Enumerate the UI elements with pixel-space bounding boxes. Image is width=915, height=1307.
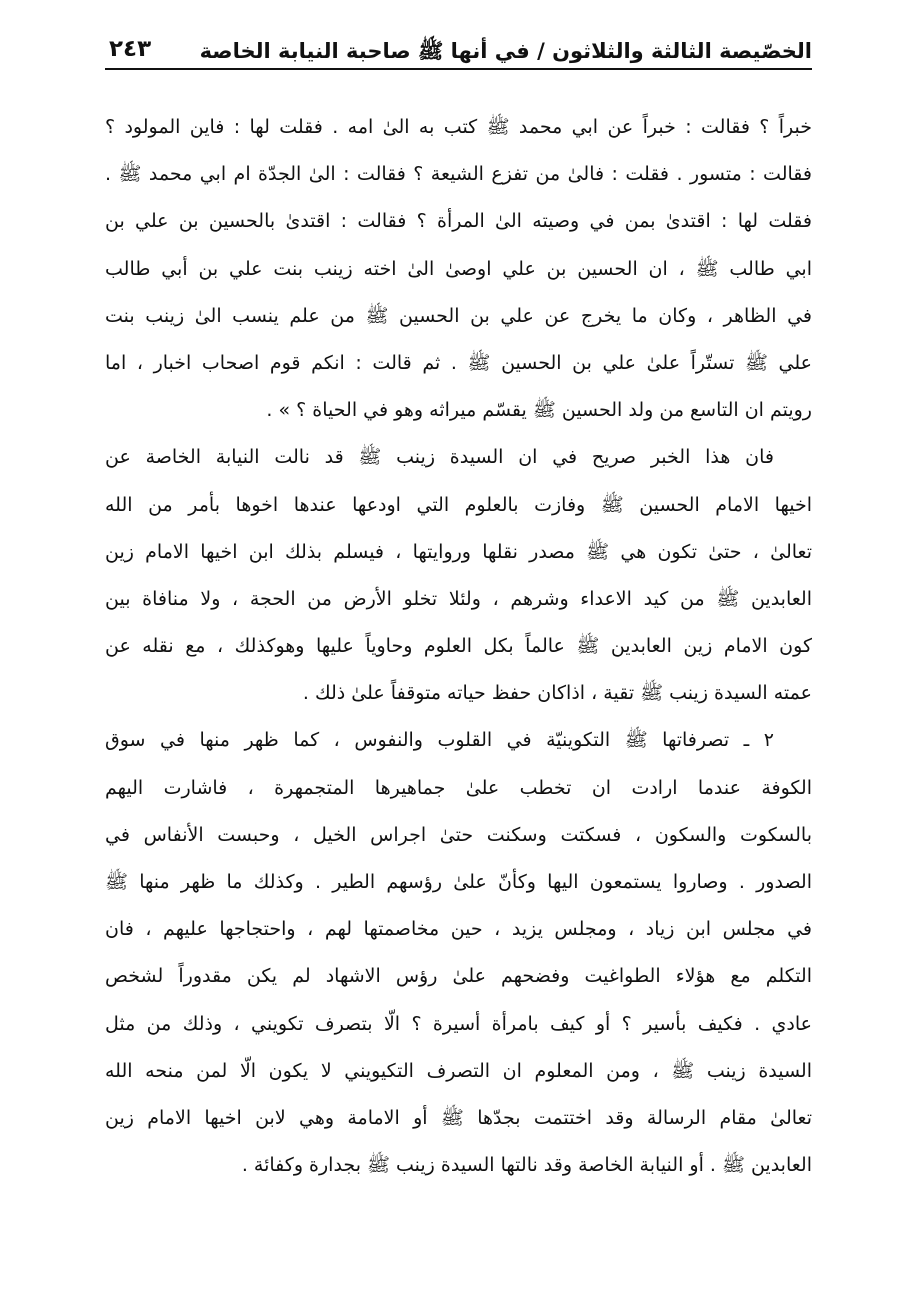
text-line: ٢ ـ تصرفاتها ﷺ التكوينيّة في القلوب والنفوس ، كما ظهر منها في سوق: [105, 729, 774, 752]
text-line: الصدور . وصاروا يستمعون اليها وكأنّ علىٰ رؤسهم الطير . وكذلك ما ظهر منها ﷺ: [105, 871, 812, 893]
text-line: فان هذا الخبر صريح في ان السيدة زينب ﷺ قد نالت النيابة الخاصة عن: [105, 446, 774, 469]
paragraph-2: [105, 434, 812, 717]
text-line: التكلم مع هؤلاء الطواغيت وفضحهم علىٰ رؤس الاشهاد لم يكن مقدوراً لشخص: [105, 965, 812, 988]
text-line: تعالىٰ ، حتىٰ تكون هي ﷺ مصدر نقلها وروايتها ، فيسلم بذلك ابن اخيها الامام زين: [105, 540, 812, 563]
text-line: في الظاهر ، وكان ما يخرج عن علي بن الحسين ﷺ من علم ينسب الىٰ زينب بنت: [105, 304, 812, 327]
text-line: ابي طالب ﷺ ، ان الحسين بن علي اوصىٰ الىٰ اخته زينب بنت علي بن أبي طالب: [105, 257, 812, 280]
text-line: كون الامام زين العابدين ﷺ عالماً بكل العلوم وحاوياً عليها وهوكذلك ، مع نقله عن: [105, 635, 812, 658]
text-line: بالسكوت والسكون ، فسكتت وسكنت حتىٰ اجراس الخيل ، وحبست الأنفاس في: [105, 823, 812, 846]
page-body: [105, 104, 812, 1189]
text-line: اخيها الامام الحسين ﷺ وفازت بالعلوم التي اودعها عندها اخوها بأمر من الله: [105, 493, 812, 516]
text-line: فقالت : متسور . فقلت : فالىٰ من تفزع الشيعة ؟ فقالت : الىٰ الجدّة ام ابي محمد ﷺ .: [105, 163, 812, 186]
text-line: تعالىٰ مقام الرسالة وقد اختتمت بجدّها ﷺ أو الامامة وهي لابن اخيها الامام زين: [105, 1106, 812, 1129]
paragraph-3: [105, 717, 812, 1189]
text-line: السيدة زينب ﷺ ، ومن المعلوم ان التصرف التكيويني لا يكون الّا لمن منحه الله: [105, 1059, 812, 1082]
text-line: الكوفة عندما ارادت ان تخطب علىٰ جماهيرها المتجمهرة ، فاشارت اليهم: [105, 776, 812, 799]
text-line: في مجلس ابن زياد ، ومجلس يزيد ، حين مخاصمتها لهم ، واحتجاجها عليهم ، فان: [105, 918, 812, 941]
header-rule: [105, 68, 812, 70]
page-number: ٢٤٣: [109, 36, 152, 62]
text-line: عادي . فكيف بأسير ؟ أو كيف بامرأة أسيرة ؟ الّا بتصرف تكويني ، وذلك من مثل: [105, 1012, 812, 1035]
text-line: رويتم ان التاسع من ولد الحسين ﷺ يقسّم ميراثه وهو في الحياة ؟ » .: [266, 399, 812, 422]
text-line: علي ﷺ تستّراً علىٰ علي بن الحسين ﷺ . ثم قالت : انكم قوم اصحاب اخبار ، اما: [105, 351, 812, 374]
text-line: فقلت لها : اقتدىٰ بمن في وصيته الىٰ المرأة ؟ فقالت : اقتدىٰ بالحسين بن علي بن: [105, 210, 812, 233]
text-line: العابدين ﷺ . أو النيابة الخاصة وقد نالتها السيدة زينب ﷺ بجدارة وكفائة .: [241, 1154, 812, 1177]
running-head-title: الخصّيصة الثالثة والثلاثون / في أنها ﷺ صاحبة النيابة الخاصة: [199, 39, 812, 63]
text-line: العابدين ﷺ من كيد الاعداء وشرهم ، ولئلا تخلو الأرض من الحجة ، ولا منافاة بين: [105, 587, 812, 610]
paragraph-1: [105, 104, 812, 434]
text-line: عمته السيدة زينب ﷺ تقية ، اذاكان حفظ حياته متوقفاً علىٰ ذلك .: [302, 682, 812, 705]
page-header: [105, 36, 812, 70]
text-line: خبراً ؟ فقالت : خبراً عن ابي محمد ﷺ كتب به الىٰ امه . فقلت لها : فاين المولود ؟: [105, 116, 812, 138]
